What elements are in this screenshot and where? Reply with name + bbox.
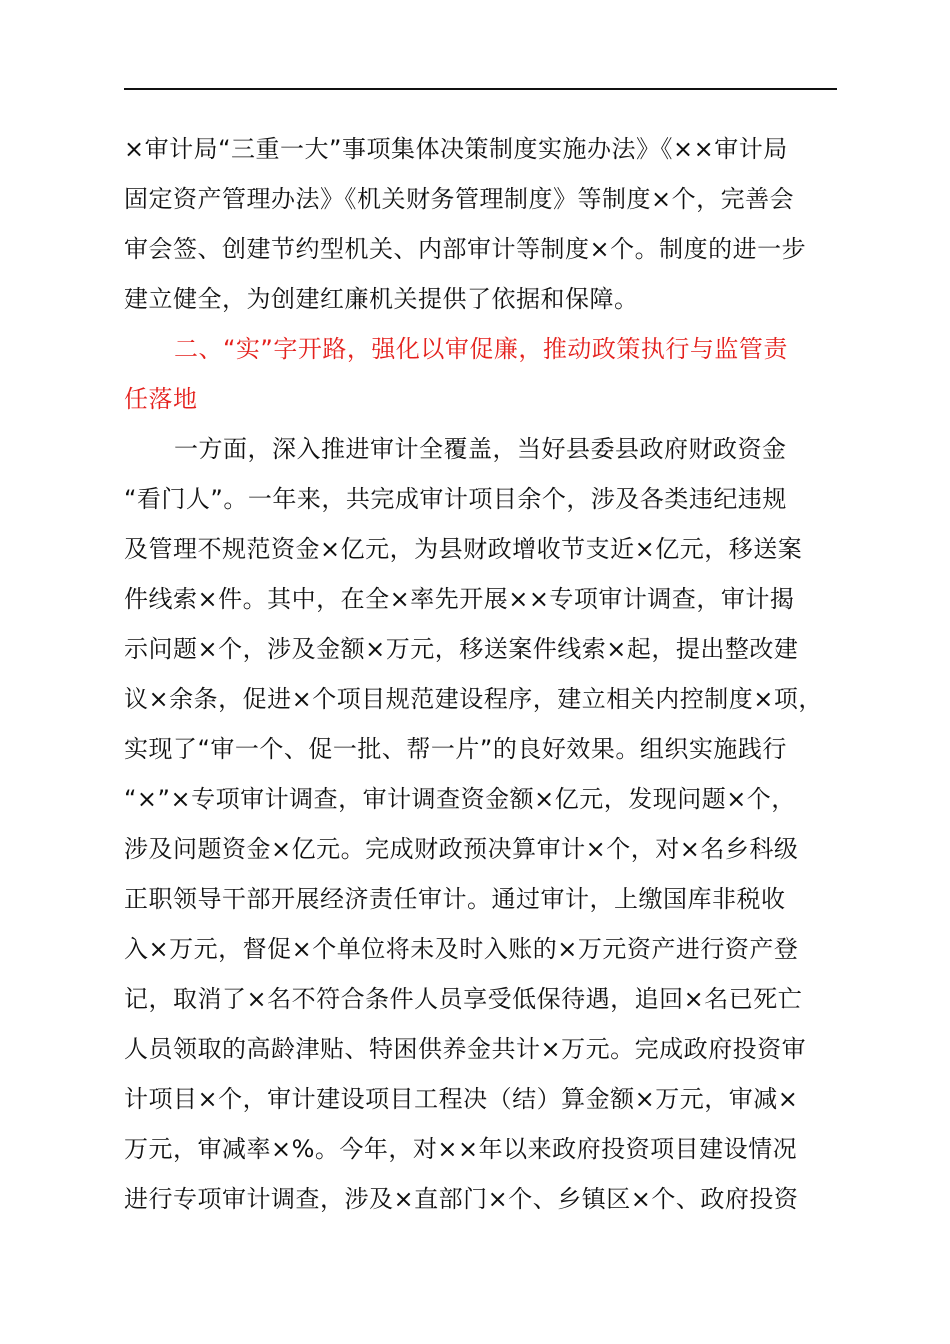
paragraph-line: 进行专项审计调查，涉及×直部门×个、乡镇区×个、政府投资 (124, 1185, 799, 1213)
paragraph-line: “看门人”。一年来，共完成审计项目余个，涉及各类违纪违规 (124, 485, 787, 513)
paragraph-line: ×审计局“三重一大”事项集体决策制度实施办法》《××审计局 (124, 135, 788, 163)
paragraph-line: 固定资产管理办法》《机关财务管理制度》等制度×个，完善会 (124, 185, 795, 213)
paragraph-line: 计项目×个，审计建设项目工程决（结）算金额×万元，审减× (124, 1085, 799, 1113)
paragraph-line: 示问题×个，涉及金额×万元，移送案件线索×起，提出整改建 (124, 635, 799, 663)
paragraph-line: 万元，审减率×%。今年，对××年以来政府投资项目建设情况 (124, 1135, 798, 1163)
paragraph-line: 一方面，深入推进审计全覆盖，当好县委县政府财政资金 (174, 435, 787, 463)
paragraph-line: 件线索×件。其中，在全×率先开展××专项审计调查，审计揭 (124, 585, 795, 613)
paragraph-line: 议×余条，促进×个项目规范建设程序，建立相关内控制度×项， (124, 685, 823, 713)
heading-line: 二、“实”字开路，强化以审促廉，推动政策执行与监管责 (174, 335, 788, 363)
paragraph-line: 审会签、创建节约型机关、内部审计等制度×个。制度的进一步 (124, 235, 807, 263)
paragraph-line: 涉及问题资金×亿元。完成财政预决算审计×个，对×名乡科级 (124, 835, 799, 863)
paragraph-line: 建立健全，为创建红廉机关提供了依据和保障。 (124, 285, 639, 313)
paragraph-line: 记，取消了×名不符合条件人员享受低保待遇，追回×名已死亡 (124, 985, 803, 1013)
section-heading (124, 324, 854, 424)
paragraph-line: 实现了“审一个、促一批、帮一片”的良好效果。组织实施践行 (124, 735, 787, 763)
paragraph-line: 及管理不规范资金×亿元，为县财政增收节支近×亿元，移送案 (124, 535, 803, 563)
header-rule (124, 88, 837, 90)
paragraph-1 (124, 124, 854, 324)
heading-line: 任落地 (124, 385, 198, 413)
paragraph-line: 人员领取的高龄津贴、特困供养金共计×万元。完成政府投资审 (124, 1035, 807, 1063)
paragraph-line: “×”×专项审计调查，审计调查资金额×亿元，发现问题×个， (124, 785, 796, 813)
paragraph-line: 入×万元，督促×个单位将未及时入账的×万元资产进行资产登 (124, 935, 799, 963)
paragraph-2 (124, 424, 854, 1224)
paragraph-line: 正职领导干部开展经济责任审计。通过审计，上缴国库非税收 (124, 885, 786, 913)
